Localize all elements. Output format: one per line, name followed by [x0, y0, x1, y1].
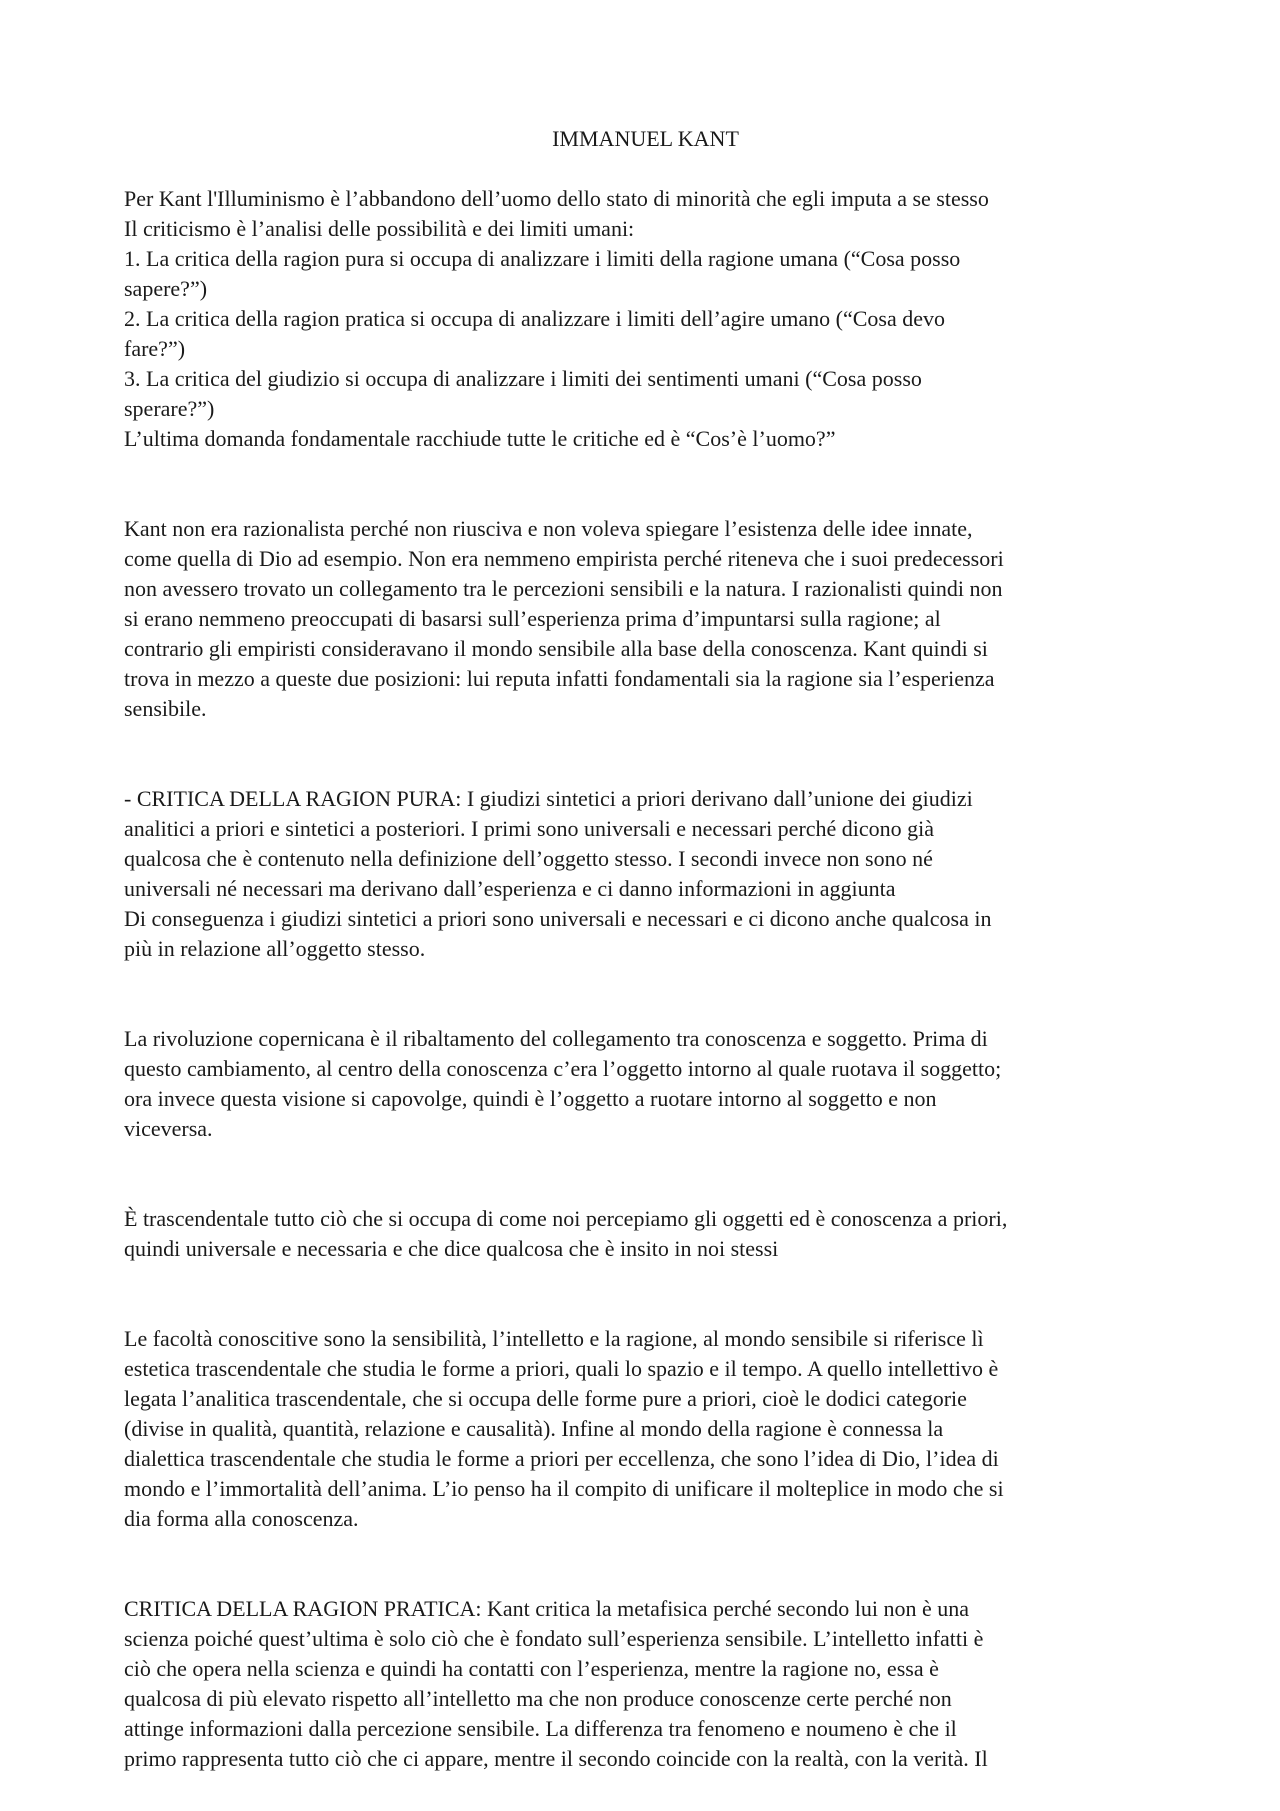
text-line: universali né necessari ma derivano dall’esperienza e ci danno informazioni in aggiunta	[124, 876, 896, 901]
text-line: fare?”)	[124, 336, 186, 361]
document-body	[124, 124, 1169, 1774]
text-line: (divise in qualità, quantità, relazione e causalità). Infine al mondo della ragione è connessa la	[124, 1416, 944, 1441]
text-line: sapere?”)	[124, 276, 208, 301]
text-line: dia forma alla conoscenza.	[124, 1506, 359, 1531]
text-line: dialettica trascendentale che studia le forme a priori per eccellenza, che sono l’idea di Dio, l’idea di	[124, 1446, 999, 1471]
text-line: si erano nemmeno preoccupati di basarsi sull’esperienza prima d’impuntarsi sulla ragione; al	[124, 606, 941, 631]
text-line: 3. La critica del giudizio si occupa di analizzare i limiti dei sentimenti umani (“Cosa posso	[124, 366, 922, 391]
text-line: viceversa.	[124, 1116, 213, 1141]
text-line: 1. La critica della ragion pura si occupa di analizzare i limiti della ragione umana (“Cosa posso	[124, 246, 961, 271]
text-line: sperare?”)	[124, 396, 215, 421]
text-line: È trascendentale tutto ciò che si occupa di come noi percepiamo gli oggetti ed è conoscenza a priori,	[124, 1206, 1008, 1231]
text-line: estetica trascendentale che studia le forme a priori, quali lo spazio e il tempo. A quello intellettivo è	[124, 1356, 999, 1381]
text-line: 2. La critica della ragion pratica si occupa di analizzare i limiti dell’agire umano (“Cosa devo	[124, 306, 945, 331]
text-line: Il criticismo è l’analisi delle possibilità e dei limiti umani:	[124, 216, 635, 241]
paragraph-spacer	[124, 1534, 1169, 1594]
text-line: trova in mezzo a queste due posizioni: lui reputa infatti fondamentali sia la ragione sia l’esperienza	[124, 666, 995, 691]
text-line: Per Kant l'Illuminismo è l’abbandono dell’uomo dello stato di minorità che egli imputa a se stesso	[124, 186, 989, 211]
paragraph-spacer	[124, 724, 1169, 784]
paragraph-spacer	[124, 1144, 1169, 1204]
text-line: Di conseguenza i giudizi sintetici a priori sono universali e necessari e ci dicono anche qualcosa in	[124, 906, 992, 931]
paragraph-spacer	[124, 454, 1169, 514]
text-line: analitici a priori e sintetici a posteriori. I primi sono universali e necessari perché dicono già	[124, 816, 935, 841]
rationalism-paragraph	[124, 514, 1169, 724]
practical-reason-paragraph	[124, 1594, 1169, 1774]
text-line: ciò che opera nella scienza e quindi ha contatti con l’esperienza, mentre la ragione no, essa è	[124, 1656, 939, 1681]
text-line: Kant non era razionalista perché non riusciva e non voleva spiegare l’esistenza delle idee innate,	[124, 516, 973, 541]
intro-paragraph	[124, 184, 1169, 454]
text-line: come quella di Dio ad esempio. Non era nemmeno empirista perché riteneva che i suoi predecessori	[124, 546, 1004, 571]
text-line: quindi universale e necessaria e che dice qualcosa che è insito in noi stessi	[124, 1236, 779, 1261]
paragraph-spacer	[124, 964, 1169, 1024]
text-line: mondo e l’immortalità dell’anima. L’io penso ha il compito di unificare il molteplice in modo che si	[124, 1476, 1004, 1501]
text-line: sensibile.	[124, 696, 207, 721]
text-line: ora invece questa visione si capovolge, quindi è l’oggetto a ruotare intorno al soggetto e non	[124, 1086, 937, 1111]
transcendental-paragraph	[124, 1204, 1169, 1264]
text-line: questo cambiamento, al centro della conoscenza c’era l’oggetto intorno al quale ruotava il soggetto;	[124, 1056, 1002, 1081]
text-line: Le facoltà conoscitive sono la sensibilità, l’intelletto e la ragione, al mondo sensibile si riferisce lì	[124, 1326, 984, 1351]
copernican-paragraph	[124, 1024, 1169, 1144]
text-line: legata l’analitica trascendentale, che si occupa delle forme pure a priori, cioè le dodici categorie	[124, 1386, 967, 1411]
text-line: scienza poiché quest’ultima è solo ciò che è fondato sull’esperienza sensibile. L’intelletto infatti è	[124, 1626, 984, 1651]
page-title: IMMANUEL KANT	[552, 126, 739, 151]
text-line: non avessero trovato un collegamento tra le percezioni sensibili e la natura. I razionalisti quindi non	[124, 576, 1003, 601]
text-line: L’ultima domanda fondamentale racchiude tutte le critiche ed è “Cos’è l’uomo?”	[124, 426, 836, 451]
text-line: CRITICA DELLA RAGION PRATICA: Kant critica la metafisica perché secondo lui non è una	[124, 1596, 969, 1621]
text-line: qualcosa di più elevato rispetto all’intelletto ma che non produce conoscenze certe perché non	[124, 1686, 952, 1711]
paragraph-spacer	[124, 1264, 1169, 1324]
text-line: più in relazione all’oggetto stesso.	[124, 936, 426, 961]
text-line: attinge informazioni dalla percezione sensibile. La differenza tra fenomeno e noumeno è che il	[124, 1716, 957, 1741]
text-line: qualcosa che è contenuto nella definizione dell’oggetto stesso. I secondi invece non sono né	[124, 846, 933, 871]
pure-reason-paragraph	[124, 784, 1169, 964]
text-line: La rivoluzione copernicana è il ribaltamento del collegamento tra conoscenza e soggetto. Prima di	[124, 1026, 988, 1051]
faculties-paragraph	[124, 1324, 1169, 1534]
text-line: primo rappresenta tutto ciò che ci appare, mentre il secondo coincide con la realtà, con la verità. Il	[124, 1746, 988, 1771]
text-line: contrario gli empiristi consideravano il mondo sensibile alla base della conoscenza. Kant quindi si	[124, 636, 988, 661]
text-line: - CRITICA DELLA RAGION PURA: I giudizi sintetici a priori derivano dall’unione dei giudizi	[124, 786, 973, 811]
